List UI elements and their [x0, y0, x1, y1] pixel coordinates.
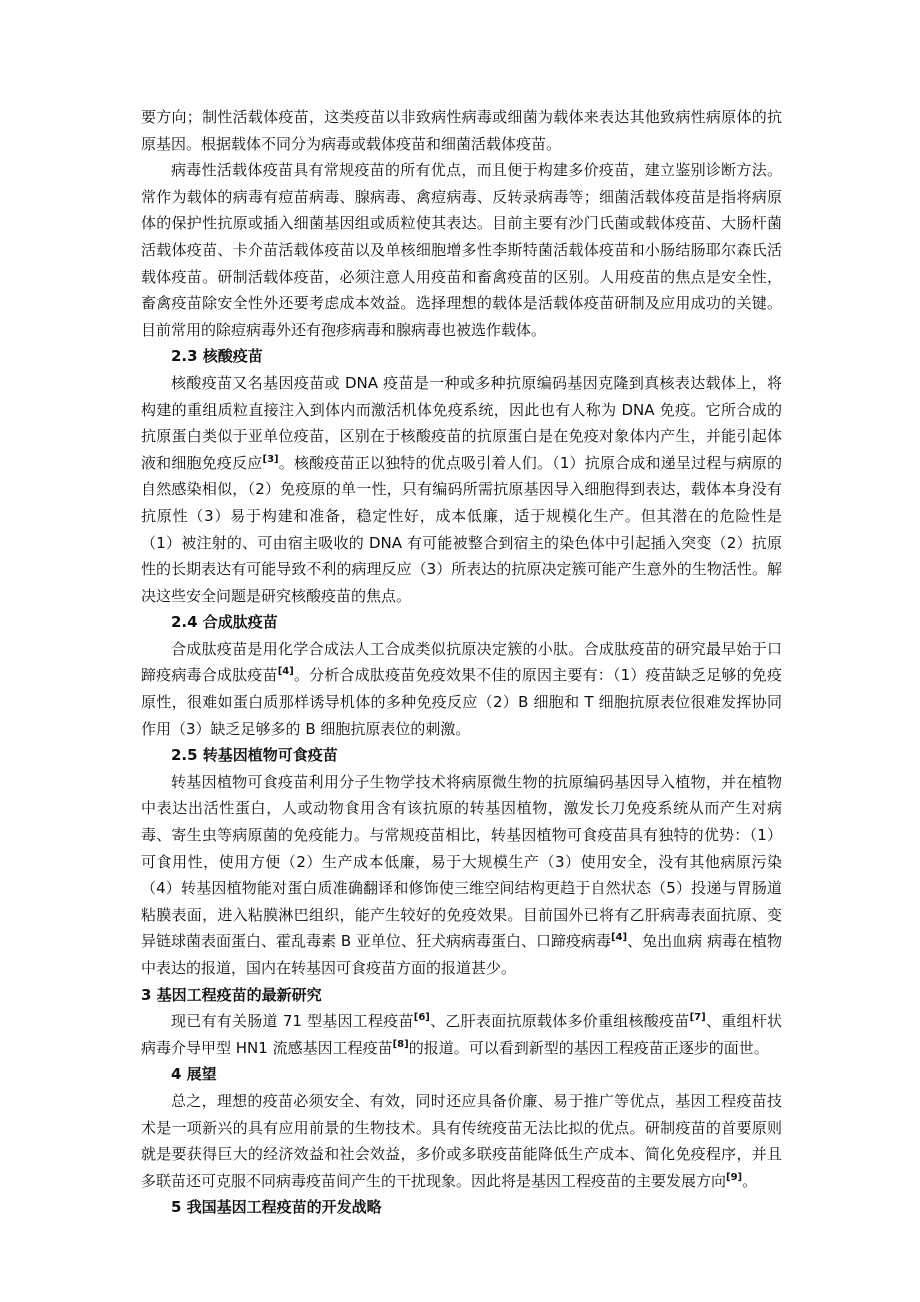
text: 、乙肝表面抗原载体多价重组核酸疫苗 [429, 1012, 690, 1031]
citation-7: [7] [689, 1012, 706, 1024]
text: 。分析合成肽疫苗免疫效果不佳的原因主要有：（1）疫苗缺乏足够的免疫原性，很难如蛋白质那样诱导机体的多种免疫反应（2）B 细胞和 T 细胞抗原表位很难发挥协同作用（3）缺乏足够多的 B 细胞抗原表位的刺激。 [141, 666, 782, 738]
text: 。 [742, 1171, 758, 1190]
paragraph-synthetic-peptide [141, 636, 782, 742]
heading-5: 5 我国基因工程疫苗的开发战略 [171, 1198, 382, 1217]
paragraph-outlook [141, 1088, 782, 1194]
citation-8: [8] [392, 1038, 409, 1050]
text: 。核酸疫苗正以独特的优点吸引着人们。（1）抗原合成和递呈过程与病原的自然感染相似，（2）免疫原的单一性，只有编码所需抗原基因导入细胞得到表达，载体本身没有抗原性（3）易于构建和准备，稳定性好，成本低廉，适于规模化生产。但其潜在的危险性是（1）被注射的、可由宿主吸收的 DNA 有可能被整合到宿主的染色体中引起插入突变（2）抗原性的长期表达有可能导致不利的病理反应（3）所表达的抗原决定簇可能产生意外的生物活性。解决这些安全问题是研究核酸疫苗的焦点。 [141, 453, 782, 605]
heading-2-3: 2.3 核酸疫苗 [171, 347, 263, 366]
paragraph-latest-research [141, 1008, 782, 1061]
text: 的报道。可以看到新型的基因工程疫苗正逐步的面世。 [408, 1038, 769, 1057]
text: 核酸疫苗又名基因疫苗或 DNA 疫苗是一种或多种抗原编码基因克隆到真核表达载体上，将构建的重组质粒直接注入到体内而激活机体免疫系统，因此也有人称为 DNA 免疫。它所合成的抗原蛋白类似于亚单位疫苗，区别在于核酸疫苗的抗原蛋白是在免疫对象体内产生，并能引起体液和细胞免疫反应 [141, 373, 782, 472]
text: 合成肽疫苗是用化学合成法人工合成类似抗原决定簇的小肽。合成肽疫苗的研究最早始于口蹄疫病毒合成肽疫苗 [141, 639, 782, 685]
text: 、兔出血病 病毒在植物中表达的报道，国内在转基因可食疫苗方面的报道甚少。 [141, 932, 782, 977]
heading-4: 4 展望 [171, 1065, 217, 1084]
citation-3: [3] [262, 453, 279, 465]
paragraph-viral-vector: 病毒性活载体疫苗具有常规疫苗的所有优点，而且便于构建多价疫苗，建立鉴别诊断方法。常作为载体的病毒有痘苗病毒、腺病毒、禽痘病毒、反转录病毒等；细菌活载体疫苗是指将病原体的保护性抗原或插入细菌基因组或质粒使其表达。目前主要有沙门氏菌或载体疫苗、大肠杆菌活载体疫苗、卡介苗活载体疫苗以及单核细胞增多性李斯特菌活载体疫苗和小肠结肠耶尔森氏活载体疫苗。研制活载体疫苗，必须注意人用疫苗和畜禽疫苗的区别。人用疫苗的焦点是安全性，畜禽疫苗除安全性外还要考虑成本效益。选择理想的载体是活载体疫苗研制及应用成功的关键。目前常用的除痘病毒外还有孢疹病毒和腺病毒也被选作载体。 [141, 161, 782, 339]
paragraph-nucleic-acid [141, 370, 782, 609]
text: 、重组杆状病毒介导甲型 HN1 流感基因工程疫苗 [141, 1012, 782, 1057]
text: 现已有有关肠道 71 型基因工程疫苗 [171, 1012, 414, 1031]
text: 总之，理想的疫苗必须安全、有效，同时还应具备价廉、易于推广等优点，基因工程疫苗技术是一项新兴的具有应用前景的生物技术。具有传统疫苗无法比拟的优点。研制疫苗的首要原则就是要获得巨大的经济效益和社会效益，多价或多联疫苗能降低生产成本、简化免疫程序，并且多联苗还可克服不同病毒疫苗间产生的干扰现象。因此将是基因工程疫苗的主要发展方向 [141, 1091, 782, 1190]
heading-2-5: 2.5 转基因植物可食疫苗 [171, 746, 338, 765]
citation-9: [9] [726, 1171, 743, 1183]
heading-3: 3 基因工程疫苗的最新研究 [141, 985, 322, 1004]
paragraph-intro-cont: 要方向；制性活载体疫苗，这类疫苗以非致病性病毒或细菌为载体来表达其他致病性病原体的抗原基因。根据载体不同分为病毒或载体疫苗和细菌活载体疫苗。 [141, 108, 782, 153]
heading-2-4: 2.4 合成肽疫苗 [171, 613, 278, 632]
citation-4b: [4] [611, 932, 628, 944]
citation-4: [4] [277, 666, 294, 678]
text: 转基因植物可食疫苗利用分子生物学技术将病原微生物的抗原编码基因导入植物，并在植物中表达出活性蛋白，人或动物食用含有该抗原的转基因植物，激发长刀免疫系统从而产生对病毒、寄生虫等病原菌的免疫能力。与常规疫苗相比，转基因植物可食疫苗具有独特的优势：（1）可食用性，使用方便（2）生产成本低廉，易于大规模生产（3）使用安全，没有其他病原污染（4）转基因植物能对蛋白质准确翻译和修饰使三维空间结构更趋于自然状态（5）投递与胃肠道粘膜表面，进入粘膜淋巴组织，能产生较好的免疫效果。目前国外已将有乙肝病毒表面抗原、变异链球菌表面蛋白、霍乱毒素 B 亚单位、狂犬病病毒蛋白、口蹄疫病毒 [141, 772, 782, 951]
citation-6: [6] [413, 1012, 430, 1024]
document-page [141, 104, 782, 1221]
paragraph-plant-vaccine [141, 769, 782, 982]
